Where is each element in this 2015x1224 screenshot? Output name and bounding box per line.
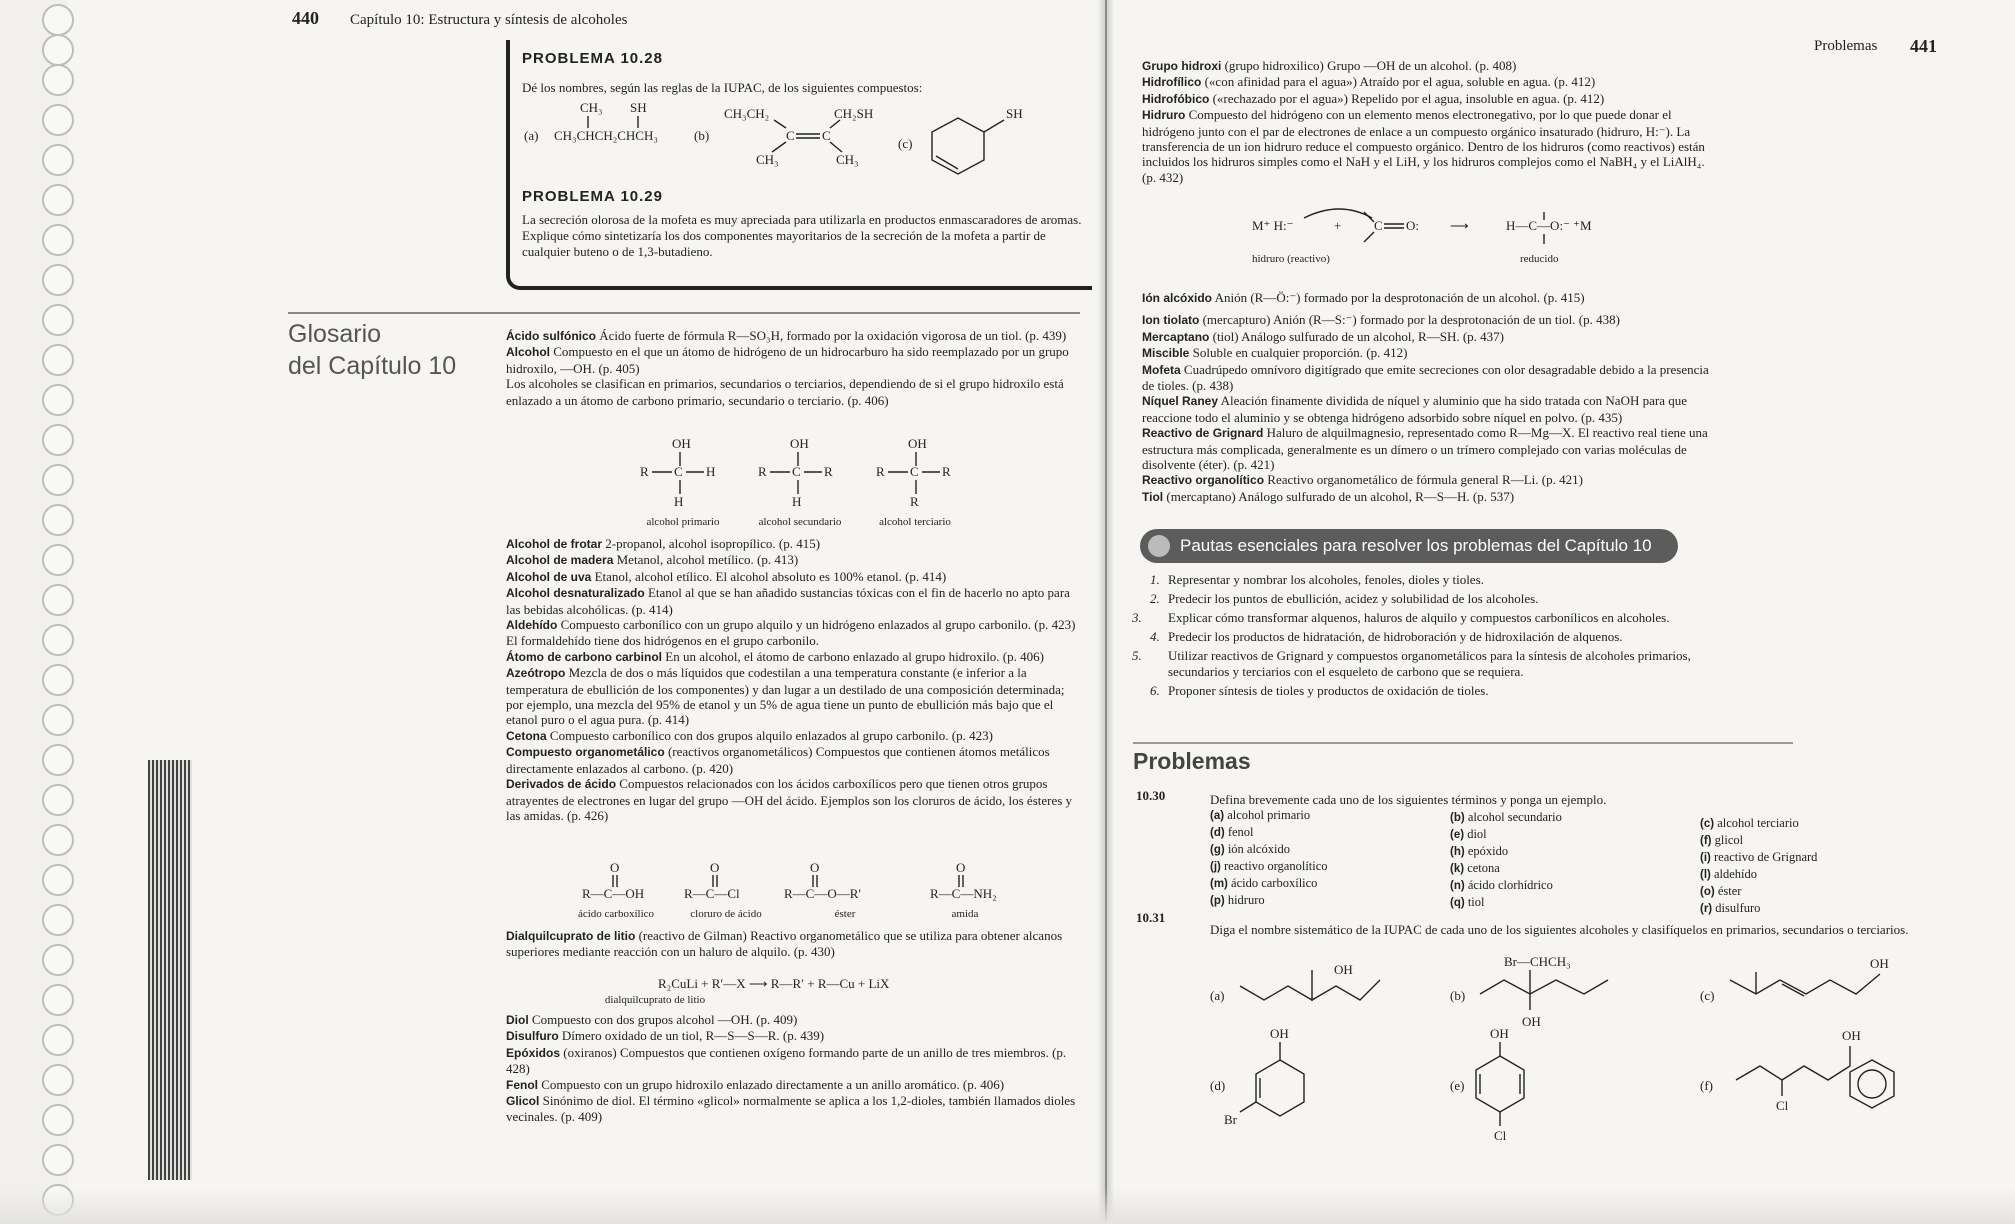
option-item: (f) glicol xyxy=(1700,833,1744,847)
glossary-entry: Cetona Compuesto carbonílico con dos grupos alquilo enlazados al grupo carbonilo. (p. 423) xyxy=(506,727,993,743)
caption-primary: alcohol primario xyxy=(646,516,720,528)
svg-text:C: C xyxy=(792,464,801,479)
option-item: (p) hidruro xyxy=(1210,893,1265,907)
label-b: (b) xyxy=(694,128,710,143)
glossary-entry: Grupo hidroxi (grupo hidroxilico) Grupo —OH de un alcohol. (p. 408) xyxy=(1142,58,1517,73)
struct-31a-oh: OH xyxy=(1334,962,1353,977)
caption-ester: éster xyxy=(834,908,856,920)
option-item: (e) diol xyxy=(1450,827,1487,841)
caption-hydride: hidruro (reactivo) xyxy=(1252,253,1330,265)
caption-acid-chloride: cloruro de ácido xyxy=(690,908,762,920)
right-running-head: Problemas xyxy=(1814,38,1878,54)
caption-carboxylic: ácido carboxílico xyxy=(577,908,655,920)
struct-c-sub: SH xyxy=(1006,106,1023,121)
gilman-equation: R₂CuLi + R′—X ⟶ R—R′ + R—Cu + LiX xyxy=(658,976,890,991)
option-item: (a) alcohol primario xyxy=(1210,808,1311,822)
option-item: (m) ácido carboxílico xyxy=(1210,876,1318,890)
problem-29-heading: PROBLEMA 10.29 xyxy=(522,188,663,205)
glossary-entry: Aldehído Compuesto carbonílico con un grupo alquilo y un hidrógeno enlazados al grupo carbonilo. (p. 423) El formaldehído tiene dos hidrógenos en el grupo carbonilo. xyxy=(506,617,1076,649)
left-page-number: 440 xyxy=(292,8,319,28)
svg-text:R—C—Cl: R—C—Cl xyxy=(684,886,740,901)
problem-28-heading: PROBLEMA 10.28 xyxy=(522,50,663,67)
glossary-entry: Alcohol de madera Metanol, alcohol metílico. (p. 413) xyxy=(506,552,799,568)
struct-31c-oh: OH xyxy=(1870,956,1889,971)
label-31c: (c) xyxy=(1700,988,1715,1003)
problem-31-number: 10.31 xyxy=(1136,910,1166,925)
problem-28-structures xyxy=(518,98,1078,178)
svg-text:C: C xyxy=(674,464,683,479)
struct-31f-oh: OH xyxy=(1842,1028,1861,1043)
glossary-entry: Níquel Raney Aleación finamente dividida de níquel y aluminio que ha sido tratada con NaOH para que reaccione todo el aluminio y se obtenga hidrógeno adsorbido sobre níquel en polvo. (p. 435) xyxy=(1142,393,1687,425)
glossary-block-4 xyxy=(506,1012,1082,1125)
right-glossary-block-2 xyxy=(1142,290,1716,505)
problem-30-text: Defina brevemente cada uno de los siguientes términos y ponga un ejemplo. xyxy=(1210,792,1607,807)
struct-b-bl: CH₃ xyxy=(756,152,779,167)
struct-31e-oh: OH xyxy=(1490,1026,1509,1041)
label-c: (c) xyxy=(898,136,913,151)
struct-b-br: CH₃ xyxy=(836,152,859,167)
acid-derivatives-figure xyxy=(580,862,1050,912)
glossary-entry: Compuesto organometálico (reactivos organometálicos) Compuestos que contienen átomos metálicos directamente enlazados al carbono. (p. 420) xyxy=(506,744,1050,776)
svg-text:O: O xyxy=(710,860,720,875)
struct-a-sub2: SH xyxy=(630,100,647,115)
svg-text:R: R xyxy=(640,464,649,479)
glossary-entry: Epóxidos (oxiranos) Compuestos que contienen oxígeno formando parte de un anillo de tres miembros. (p. 428) xyxy=(506,1044,1067,1077)
label-a: (a) xyxy=(524,128,539,143)
glossary-entry: Azeótropo Mezcla de dos o más líquidos que codestilan a una temperatura constante (e inferior a la temperatura de ebullición de los componentes) y dan lugar a un destilado de una composición determinada; por ejemplo, una mezcla del 95% de etanol y un 5% de agua tiene un punto de ebullición más bajo que el etanol puro o el agua pura. (p. 414) xyxy=(506,665,1065,728)
struct-b-tr: CH₂SH xyxy=(834,106,874,121)
guideline-item: 4. Predecir los productos de hidratación, de hidroboración y de hidroxilación de alquenos. xyxy=(1150,629,1623,644)
glossary-rule xyxy=(288,312,1080,314)
right-page-number: 441 xyxy=(1910,36,1937,56)
hydride-left: M⁺ H:⁻ xyxy=(1252,218,1294,233)
svg-text:R—C—OH: R—C—OH xyxy=(582,886,645,901)
hydride-right: H—C—O:⁻ ⁺M xyxy=(1506,218,1592,233)
scan-shadow xyxy=(0,1188,2015,1224)
caption-gilman: dialquilcuprato de litio xyxy=(604,994,706,1006)
struct-b-c2: C xyxy=(822,128,831,143)
svg-text:O: O xyxy=(956,860,966,875)
option-item: (i) reactivo de Grignard xyxy=(1700,850,1818,864)
left-running-head: Capítulo 10: Estructura y síntesis de alcoholes xyxy=(350,12,628,28)
glossary-entry: Alcohol Compuesto en el que un átomo de hidrógeno de un hidrocarburo ha sido reemplazado por un grupo hidroxilo, —OH. (p. 405) xyxy=(506,344,1069,376)
glossary-entry: Alcohol desnaturalizado Etanol al que se han añadido sustancias tóxicas con el fin de hacerlo no apto para las bebidas alcohólicas. (p. 414) xyxy=(506,585,1070,617)
struct-31d-oh: OH xyxy=(1270,1026,1289,1041)
struct-31d-br: Br xyxy=(1224,1112,1237,1127)
hydride-reaction-figure xyxy=(1250,204,1630,270)
glossary-entry: Hidruro Compuesto del hidrógeno con un elemento menos electronegativo, por lo que puede donar el hidrógeno junto con el par de electrones de enlace a un compuesto orgánico insaturado (hidruro, H:⁻). La transferencia de un ion hidruro reduce el compuesto orgánico. Dentro de los hidruros (como reactivos) están incluidos los hidruros simples como el NaH y el LiH, y los hidruros complejos como el NaBH₄ y el LiAlH₄. (p. 432) xyxy=(1142,107,1705,185)
svg-text:R: R xyxy=(942,464,951,479)
page-edge-stack xyxy=(148,760,192,1180)
svg-text:R—C—NH₂: R—C—NH₂ xyxy=(930,886,997,901)
glossary-entry: Diol Compuesto con dos grupos alcohol —OH. (p. 409) xyxy=(506,1012,798,1027)
right-glossary-block-1 xyxy=(1142,58,1716,185)
hydride-c: C xyxy=(1374,218,1383,233)
glossary-entry: Derivados de ácido Compuestos relacionados con los ácidos carboxílicos pero que tienen otros grupos atrayentes de electrones en lugar del grupo —OH del ácido. Ejemplos son los cloruros de ácido, los ésteres y las amidas. (p. 426) xyxy=(506,776,1073,823)
svg-text:OH: OH xyxy=(908,436,927,451)
glossary-entry: Disulfuro Dímero oxidado de un tiol, R—S—S—R. (p. 439) xyxy=(506,1028,825,1044)
glossary-entry: Dialquilcuprato de litio (reactivo de Gilman) Reactivo organometálico que se utiliza para obtener alcanos superiores mediante reacción con un haluro de alquilo. (p. 430) xyxy=(506,928,1063,960)
problems-heading: Problemas xyxy=(1133,748,1251,774)
glossary-entry: Glicol Sinónimo de diol. El término «glicol» normalmente se aplica a los 1,2-dioles, también llamados dioles vecinales. (p. 409) xyxy=(506,1093,1076,1125)
svg-text:C: C xyxy=(910,464,919,479)
problems-rule xyxy=(1133,742,1793,744)
struct-31b-oh: OH xyxy=(1522,1014,1541,1029)
caption-secondary: alcohol secundario xyxy=(758,516,842,528)
glossary-title xyxy=(288,318,456,382)
hydride-arrow: ⟶ xyxy=(1450,218,1469,233)
label-31d: (d) xyxy=(1210,1078,1226,1093)
glossary-entry: Hidrofílico («con afinidad para el agua») Atraído por el agua, soluble en agua. (p. 412) xyxy=(1142,74,1596,90)
guideline-item: 6. Proponer síntesis de tioles y productos de oxidación de tioles. xyxy=(1150,683,1489,698)
option-item: (g) ión alcóxido xyxy=(1210,842,1290,856)
glossary-title-line2: del Capítulo 10 xyxy=(288,352,457,380)
glossary-entry: Reactivo de Grignard Haluro de alquilmagnesio, representado como R—Mg—X. El reactivo real tiene una estructura más complicada, generalmente es un dímero o un trímero complejado con varias moléculas de disolvente (éter). (p. 421) xyxy=(1142,425,1708,473)
caption-tertiary: alcohol terciario xyxy=(879,516,951,528)
svg-text:H: H xyxy=(674,494,684,509)
glossary-entry: Hidrofóbico («rechazado por el agua») Repelido por el agua, insoluble en agua. (p. 412) xyxy=(1142,90,1605,106)
glossary-block-2 xyxy=(506,536,1082,823)
glossary-entry: Fenol Compuesto con un grupo hidroxilo enlazado directamente a un anillo aromático. (p. 406) xyxy=(506,1076,1005,1092)
label-31a: (a) xyxy=(1210,988,1225,1003)
guideline-item: 1. Representar y nombrar los alcoholes, fenoles, dioles y tioles. xyxy=(1150,572,1484,587)
spiral-binding xyxy=(0,0,68,1224)
option-item: (n) ácido clorhídrico xyxy=(1450,878,1553,892)
book-gutter xyxy=(1098,0,1114,1224)
problem-31-structures xyxy=(1200,950,1920,1150)
svg-text:H: H xyxy=(706,464,716,479)
glossary-entry: Mofeta Cuadrúpedo omnívoro digitígrado que emite secreciones con olor desagradable debido a la presencia de tioles. (p. 438) xyxy=(1142,361,1709,394)
banner-title: Pautas esenciales para resolver los problemas del Capítulo 10 xyxy=(1180,536,1652,555)
glossary-entry: Reactivo organolítico Reactivo organometálico de fórmula general R—Li. (p. 421) xyxy=(1142,472,1583,488)
hydride-o: O: xyxy=(1406,218,1419,233)
guideline-item: 2. Predecir los puntos de ebullición, acidez y solubilidad de los alcoholes. xyxy=(1150,591,1539,606)
guideline-list xyxy=(1132,572,1710,699)
glossary-entry: Alcohol de frotar 2-propanol, alcohol isopropílico. (p. 415) xyxy=(506,536,821,551)
struct-a-formula: CH₃CHCH₂CHCH₃ xyxy=(554,128,658,143)
struct-31e-cl: Cl xyxy=(1494,1128,1507,1143)
option-item: (q) tiol xyxy=(1450,895,1485,909)
struct-31b-brchch3: Br—CHCH₃ xyxy=(1504,954,1571,969)
label-31f: (f) xyxy=(1700,1078,1713,1093)
svg-text:OH: OH xyxy=(672,436,691,451)
option-item: (l) aldehído xyxy=(1700,867,1758,881)
svg-text:R—C—O—R′: R—C—O—R′ xyxy=(784,886,862,901)
option-item: (d) fenol xyxy=(1210,825,1254,839)
struct-b-tl: CH₃CH₂ xyxy=(724,106,770,121)
svg-text:O: O xyxy=(610,860,620,875)
struct-b-c1: C xyxy=(786,128,795,143)
problem-28-text: Dé los nombres, según las reglas de la IUPAC, de los siguientes compuestos: xyxy=(522,80,923,95)
problem-30-number: 10.30 xyxy=(1136,788,1166,803)
glossary-title-line1: Glosario xyxy=(288,320,382,348)
problem-29-text: La secreción olorosa de la mofeta es muy apreciada para utilizarla en productos enmascaradores de aromas. Explique cómo sintetizaría los dos componentes mayoritarios de la secreción de la mofeta a partir de cualquier buteno o de 1,3-butadieno. xyxy=(522,212,1082,259)
option-item: (b) alcohol secundario xyxy=(1450,810,1562,824)
hydride-plus: + xyxy=(1334,218,1342,233)
option-item: (c) alcohol terciario xyxy=(1700,816,1799,830)
option-item: (h) epóxido xyxy=(1450,844,1509,858)
option-item: (j) reactivo organolítico xyxy=(1210,859,1328,873)
glossary-entry: Átomo de carbono carbinol En un alcohol, el átomo de carbono enlazado al grupo hidroxilo. (p. 406) xyxy=(506,648,1044,664)
glossary-entry: Miscible Soluble en cualquier proporción. (p. 412) xyxy=(1142,345,1408,361)
svg-text:H: H xyxy=(792,494,802,509)
glossary-entry: Ión alcóxido Anión (R—Ö:⁻) formado por la desprotonación de un alcohol. (p. 415) xyxy=(1142,290,1585,305)
glossary-entry: Alcohol de uva Etanol, alcohol etílico. El alcohol absoluto es 100% etanol. (p. 414) xyxy=(506,568,947,584)
glossary-entry: Los alcoholes se clasifican en primarios, secundarios o terciarios, dependiendo de si el grupo hidroxilo está enlazado a un átomo de carbono primario, secundario o terciario. (p. 406) xyxy=(506,376,1064,408)
banner-bullet-icon xyxy=(1148,535,1170,557)
glossary-block-1 xyxy=(506,328,1082,408)
glossary-entry: Ion tiolato (mercapturo) Anión (R—S:⁻) formado por la desprotonación de un tiol. (p. 438) xyxy=(1142,312,1620,328)
struct-31f-cl: Cl xyxy=(1776,1098,1789,1113)
caption-reduced: reducido xyxy=(1520,253,1559,265)
svg-text:O: O xyxy=(810,860,820,875)
option-item: (r) disulfuro xyxy=(1700,901,1761,915)
glossary-entry: Tiol (mercaptano) Análogo sulfurado de un alcohol, R—S—H. (p. 537) xyxy=(1142,488,1515,504)
svg-text:R: R xyxy=(758,464,767,479)
glossary-entry: Mercaptano (tiol) Análogo sulfurado de un alcohol, R—SH. (p. 437) xyxy=(1142,328,1504,344)
option-item: (o) éster xyxy=(1700,884,1742,898)
svg-text:R: R xyxy=(824,464,833,479)
svg-text:R: R xyxy=(910,494,919,509)
guideline-item: 3. Explicar cómo transformar alquenos, haluros de alquilo y compuestos carbonílicos en alcoholes. xyxy=(1132,610,1670,625)
svg-text:OH: OH xyxy=(790,436,809,451)
glossary-block-3 xyxy=(506,928,1082,960)
glossary-entry: Ácido sulfónico Ácido fuerte de fórmula R—SO₃H, formado por la oxidación vigorosa de un tiol. (p. 439) xyxy=(506,328,1067,343)
label-31e: (e) xyxy=(1450,1078,1465,1093)
guideline-item: 5. Utilizar reactivos de Grignard y compuestos organometálicos para la síntesis de alcoholes primarios, secundarios y terciarios con el esqueleto de carbono que se requiera. xyxy=(1132,648,1691,679)
problem-31-text: Diga el nombre sistemático de la IUPAC de cada uno de los siguientes alcoholes y clasifíquelos en primarios, secundarios o terciarios. xyxy=(1210,922,1909,937)
option-item: (k) cetona xyxy=(1450,861,1500,875)
label-31b: (b) xyxy=(1450,988,1466,1003)
caption-amide: amida xyxy=(951,908,979,920)
svg-text:R: R xyxy=(876,464,885,479)
guidelines-banner xyxy=(1140,529,1678,563)
struct-a-sub1: CH₃ xyxy=(580,100,603,115)
